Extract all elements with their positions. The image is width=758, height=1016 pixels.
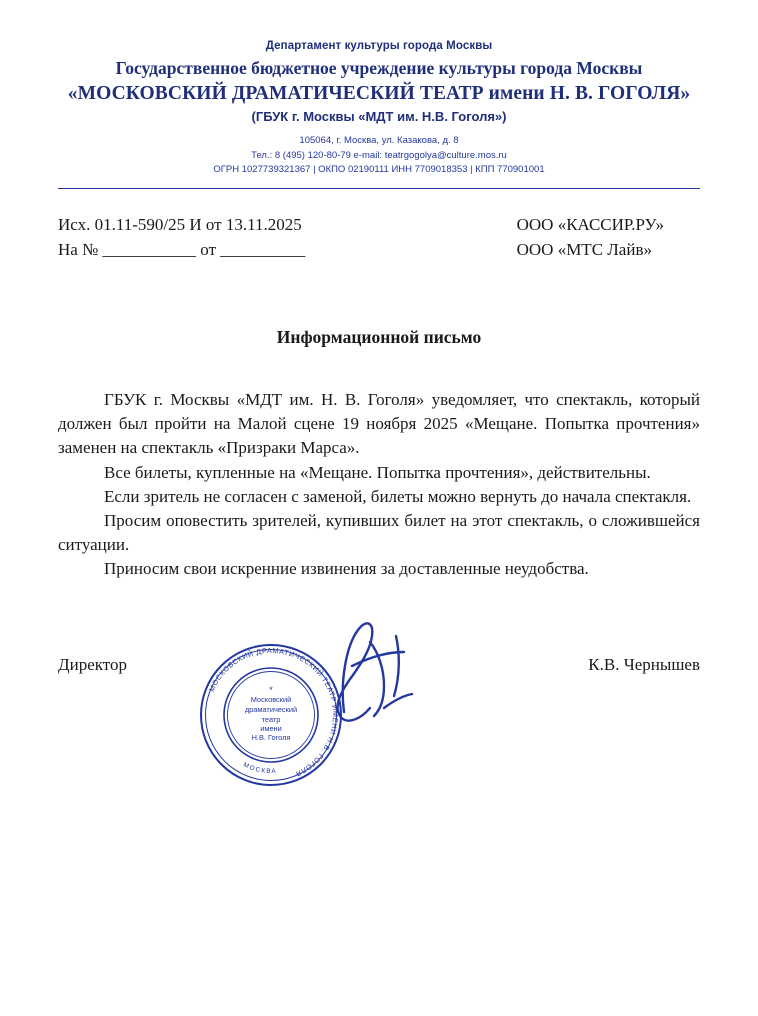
stamp-inner-line-3: театр (261, 715, 281, 724)
letterhead-org-type: Государственное бюджетное учреждение культуры города Москвы (115, 58, 643, 78)
addressee-block (517, 215, 700, 265)
body-paragraph: Все билеты, купленные на «Мещане. Попытка прочтения», действительны. (104, 462, 651, 482)
letterhead-department: Департамент культуры города Москвы (265, 40, 493, 52)
letterhead-contacts (58, 134, 700, 178)
stamp-outer-text: МОСКОВСКИЙ ДРАМАТИЧЕСКИЙ ТЕАТР ИМЕНИ Н.В. ГОГОЛЯ (206, 645, 341, 779)
signature-name: К.В. Чернышев (588, 655, 700, 674)
body-paragraph: ГБУК г. Москвы «МДТ им. Н. В. Гоголя» уведомляет, что спектакль, который должен был пройти на Малой сцене 19 ноября 2025 «Мещане. Попытка прочтения» заменен на спектакль «Призраки Марса». (58, 390, 700, 458)
stamp-inner-line-5: Н.В. Гоголя (251, 733, 291, 742)
letterhead-phone-email: Тел.: 8 (495) 120-80-79 e-mail: teatrgogolya@culture.mos.ru (251, 149, 507, 161)
letterhead-address: 105064, г. Москва, ул. Казакова, д. 8 (299, 135, 459, 146)
reference-numbers (58, 215, 305, 265)
letterhead-org-short: (ГБУК г. Москвы «МДТ им. Н.В. Гоголя») (251, 109, 507, 124)
outgoing-number: Исх. 01.11-590/25 И от 13.11.2025 (58, 215, 302, 235)
incoming-number: На № ___________ от __________ (58, 240, 306, 260)
letterhead-divider (58, 188, 700, 189)
stamp-bottom-text: МОСКВА (242, 761, 278, 776)
addressee-primary: ООО «КАССИР.РУ» (516, 215, 664, 235)
stamp-inner-line-4: имени (260, 724, 282, 733)
body-paragraph: Если зритель не согласен с заменой, билеты можно вернуть до начала спектакля. (104, 486, 692, 506)
letterhead-registry: ОГРН 1027739321367 | ОКПО 02190111 ИНН 7709018353 | КПП 770901001 (213, 164, 545, 176)
letterhead-org-name: «МОСКОВСКИЙ ДРАМАТИЧЕСКИЙ ТЕАТР имени Н. В. ГОГОЛЯ» (67, 83, 691, 104)
signature-block (58, 655, 700, 675)
document-body (58, 388, 700, 581)
document-title: Информационной письмо (276, 327, 482, 348)
letterhead (58, 40, 700, 189)
reference-block (58, 215, 700, 265)
stamp-inner-line-1: Московский (250, 695, 292, 704)
stamp-star-icon: * (269, 685, 273, 695)
body-paragraph: Приносим свои искренние извинения за доставленные неудобства. (104, 559, 589, 579)
signature-role: Директор (58, 655, 127, 674)
addressee-secondary: ООО «МТС Лайв» (516, 240, 652, 260)
stamp-inner-line-2: драматический (244, 705, 298, 714)
body-paragraph: Просим оповестить зрителей, купивших билет на этот спектакль, о сложившейся ситуации. (58, 510, 700, 554)
